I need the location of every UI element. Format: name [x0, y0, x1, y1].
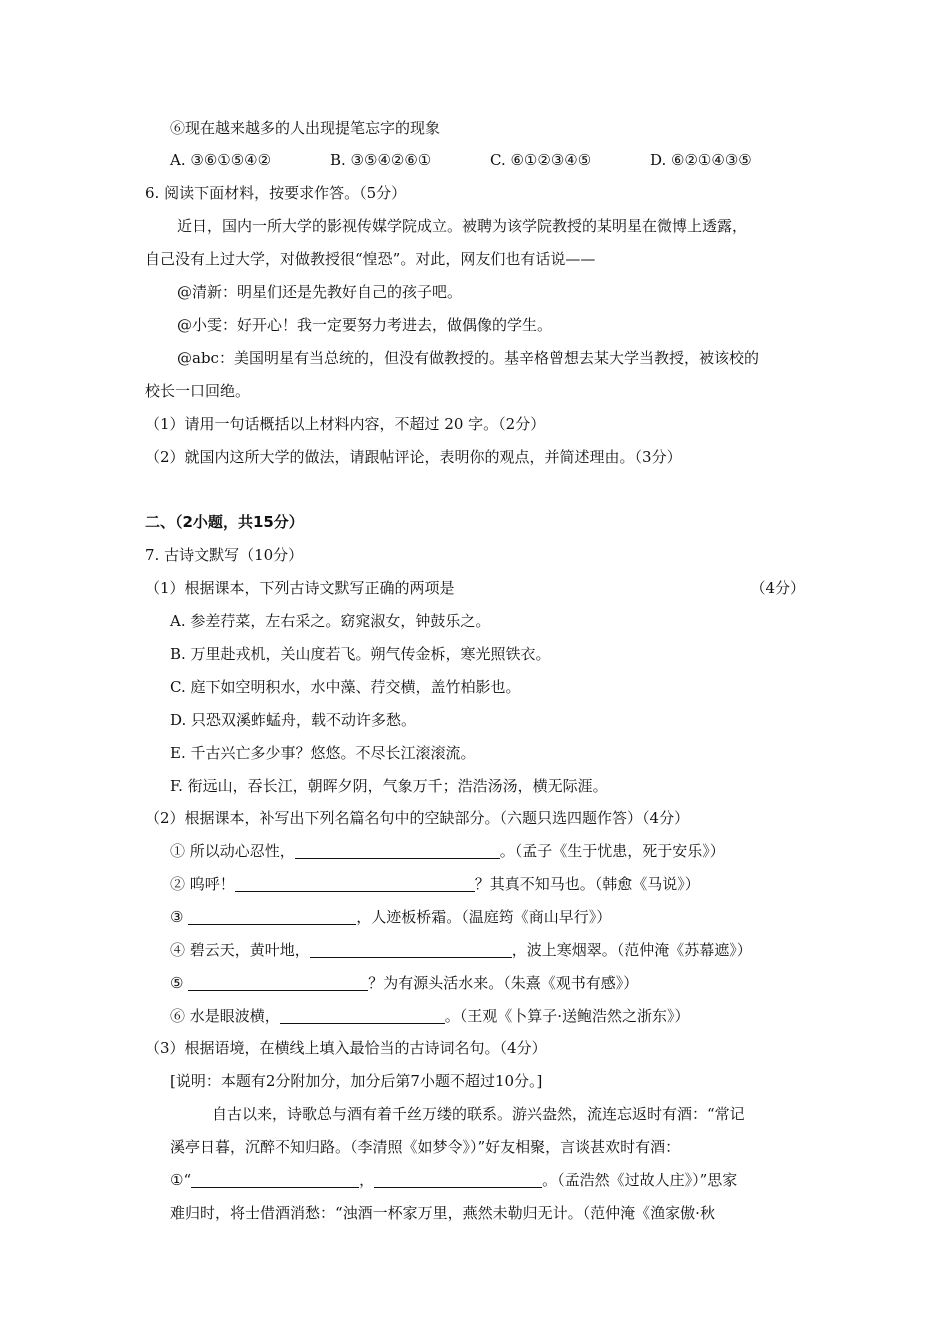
- fill-item-3: [170, 907, 611, 927]
- fill-3-after: ，人迹板桥霜。（温庭筠《商山早行》）: [356, 908, 612, 926]
- fill-item-1: [170, 841, 725, 861]
- choice-a[interactable]: A. 参差荇菜，左右采之。窈窕淑女，钟鼓乐之。: [170, 612, 491, 630]
- fill-5-before: ⑤: [170, 974, 189, 992]
- context-para-line2: 溪亭日暮，沉醉不知归路。（李清照《如梦令》）”好友相聚，言谈甚欢时有酒：: [170, 1138, 681, 1156]
- fill-2-after: ？其真不知马也。（韩愈《马说》）: [474, 875, 700, 893]
- choice-d[interactable]: D. 只恐双溪蚱蜢舟，载不动许多愁。: [170, 711, 417, 729]
- q6-comment-3-line2: 校长一口回绝。: [145, 382, 251, 400]
- q5-option-b[interactable]: B. ③⑤④②⑥①: [330, 151, 432, 169]
- q5-item-6: ⑥现在越来越多的人出现提笔忘字的现象: [170, 119, 441, 137]
- fill-1-before: ① 所以动心忍性，: [170, 842, 295, 860]
- q6-comment-1: @清新：明星们还是先教好自己的孩子吧。: [177, 283, 463, 301]
- context-para-line3: [170, 1170, 737, 1190]
- fill-4-after: ，波上寒烟翠。（范仲淹《苏幕遮》）: [511, 941, 752, 959]
- fill-6-before: ⑥ 水是眼波横，: [170, 1007, 280, 1025]
- context-fill-after: 。（孟浩然《过故人庄》）”思家: [542, 1171, 738, 1189]
- fill-item-5: [170, 973, 638, 993]
- choice-c[interactable]: C. 庭下如空明积水，水中藻、荇交横，盖竹柏影也。: [170, 678, 521, 696]
- q7-part3-note: [说明：本题有2分附加分，加分后第7小题不超过10分。]: [170, 1072, 543, 1090]
- q7-part1-text: （1）根据课本，下列古诗文默写正确的两项是: [145, 579, 455, 597]
- q6-material-line2: 自己没有上过大学，对做教授很“惶恐”。对此，网友们也有话说——: [145, 250, 596, 268]
- fill-6-after: 。（王观《卜算子·送鲍浩然之浙东》）: [444, 1007, 690, 1025]
- fill-5-after: ？为有源头活水来。（朱熹《观书有感》）: [368, 974, 639, 992]
- q5-option-a[interactable]: A. ③⑥①⑤④②: [170, 151, 272, 169]
- q5-option-d[interactable]: D. ⑥②①④③⑤: [650, 151, 752, 169]
- q6-title: 6. 阅读下面材料，按要求作答。（5分）: [145, 184, 407, 202]
- fill-1-blank[interactable]: [295, 842, 500, 859]
- choice-f[interactable]: F. 衔远山，吞长江，朝晖夕阴，气象万千；浩浩汤汤，横无际涯。: [170, 777, 608, 795]
- fill-4-blank[interactable]: [310, 941, 512, 958]
- fill-2-blank[interactable]: [235, 875, 475, 892]
- context-blank-1[interactable]: [191, 1171, 359, 1188]
- context-blank-2[interactable]: [374, 1171, 542, 1188]
- context-fill-open: ①“: [170, 1171, 192, 1189]
- fill-2-before: ② 呜呼！: [170, 875, 235, 893]
- q5-options: [170, 150, 752, 170]
- fill-4-before: ④ 碧云天，黄叶地，: [170, 941, 310, 959]
- choice-e[interactable]: E. 千古兴亡多少事？悠悠。不尽长江滚滚流。: [170, 744, 476, 762]
- q6-subquestion-2: （2）就国内这所大学的做法，请跟帖评论，表明你的观点，并简述理由。（3分）: [145, 448, 682, 466]
- q6-subquestion-1: （1）请用一句话概括以上材料内容，不超过 20 字。（2分）: [145, 415, 546, 433]
- q5-option-c[interactable]: C. ⑥①②③④⑤: [490, 151, 592, 169]
- fill-3-blank[interactable]: [188, 908, 356, 925]
- context-para-line4: 难归时，将士借酒消愁：“浊酒一杯家万里，燕然未勒归无计。（范仲淹《渔家傲·秋: [170, 1204, 715, 1222]
- q7-part2-prompt: （2）根据课本，补写出下列名篇名句中的空缺部分。（六题只选四题作答）（4分）: [145, 809, 690, 827]
- fill-item-2: [170, 874, 700, 894]
- context-para-line1: 自古以来，诗歌总与酒有着千丝万缕的联系。游兴盎然，流连忘返时有酒：“常记: [212, 1105, 745, 1123]
- context-fill-comma: ，: [359, 1171, 375, 1189]
- q7-part1-prompt: [145, 578, 805, 598]
- q6-material-line1: 近日，国内一所大学的影视传媒学院成立。被聘为该学院教授的某明星在微博上透露，: [177, 217, 748, 235]
- q6-comment-2: @小雯：好开心！我一定要努力考进去，做偶像的学生。: [177, 316, 553, 334]
- q7-part1-score: （4分）: [750, 579, 805, 597]
- q7-part3-prompt: （3）根据语境，在横线上填入最恰当的古诗词名句。（4分）: [145, 1039, 547, 1057]
- choice-b[interactable]: B. 万里赴戎机，关山度若飞。朔气传金柝，寒光照铁衣。: [170, 645, 551, 663]
- fill-item-4: [170, 940, 752, 960]
- q7-title: 7. 古诗文默写（10分）: [145, 546, 304, 564]
- q6-comment-3-line1: @abc：美国明星有当总统的，但没有做教授的。基辛格曾想去某大学当教授，被该校的: [177, 349, 759, 367]
- fill-6-blank[interactable]: [280, 1007, 445, 1024]
- fill-5-blank[interactable]: [188, 974, 368, 991]
- fill-item-6: [170, 1006, 690, 1026]
- fill-1-after: 。（孟子《生于忧患，死于安乐》）: [499, 842, 725, 860]
- section-heading: 二、（2小题，共15分）: [145, 513, 304, 531]
- fill-3-before: ③: [170, 908, 189, 926]
